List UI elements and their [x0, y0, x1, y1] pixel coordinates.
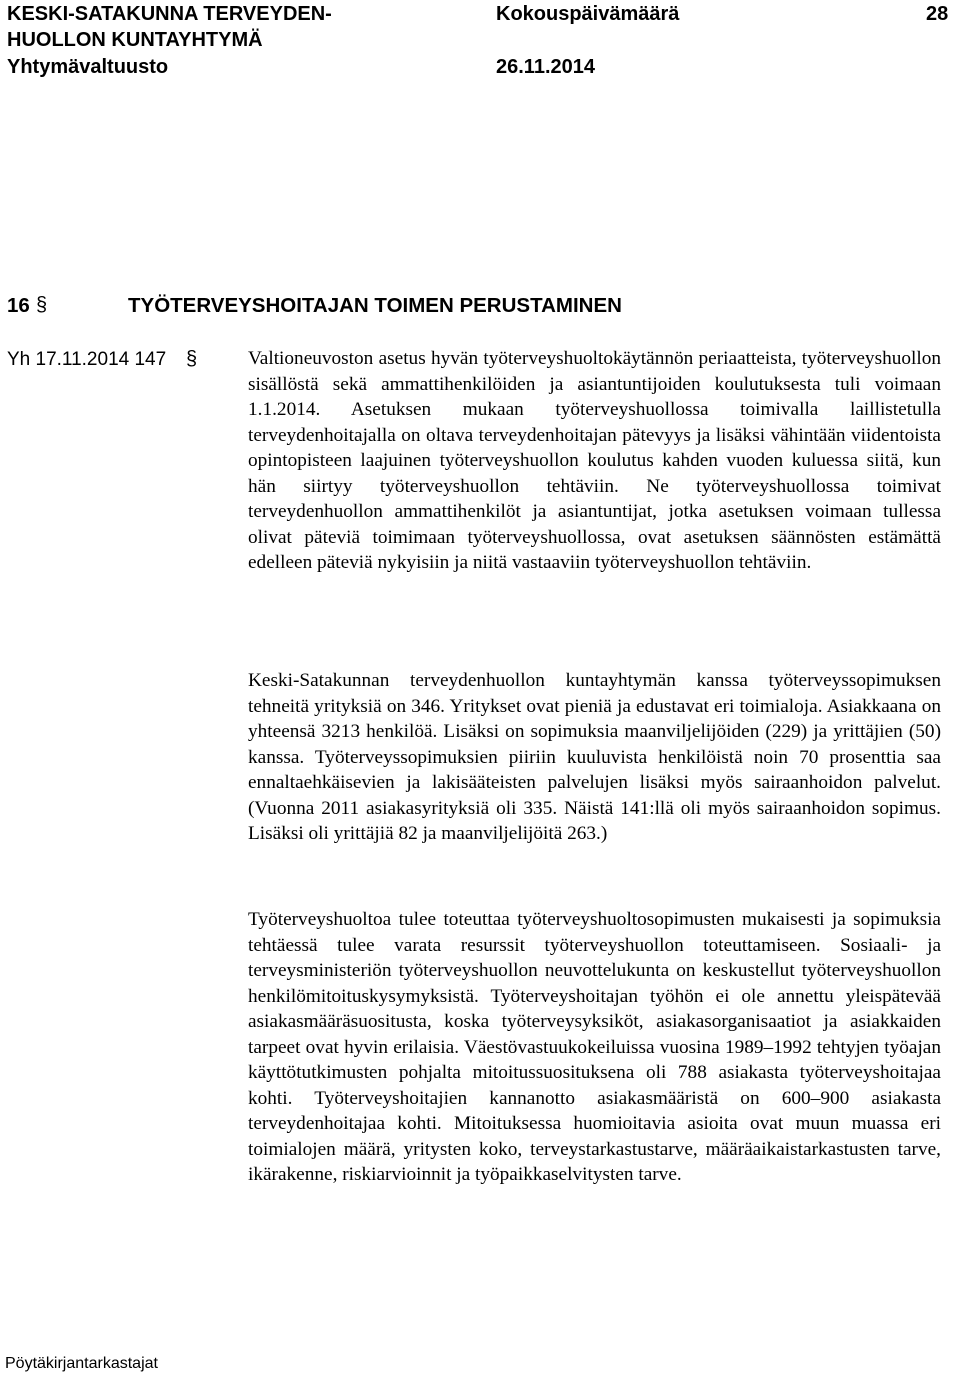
item-number: 16: [7, 294, 30, 317]
reference-section-mark: §: [186, 348, 198, 370]
paragraph-client-companies: Keski-Satakunnan terveydenhuollon kuntayhtymän kanssa työterveyssopimuksen tehneitä yrityksiä on 346. Yritykset ovat pieniä ja edustavat eri toimialoja. Asiakkaana on yhteensä 3213 henkilöä. Lisäksi on sopimuksia maanviljelijöiden (229) ja yrittäjien (50) kanssa. Työterveyssopimuksien piiriin kuuluvista henkilöistä noin 70 prosenttia saa ennaltaehkäisevien ja lakisääteisten palvelujen lisäksi myös sairaanhoidon palvelut. (Vuonna 2011 asiakasyrityksiä oli 335. Näistä 141:llä oli myös sairaanhoidon sopimus. Lisäksi oli yrittäjiä 82 ja maanviljelijöitä 263.): [248, 670, 941, 844]
paragraph-resourcing: Työterveyshuoltoa tulee toteuttaa työterveyshuoltosopimusten mukaisesti ja sopimuksia tehtäessä tulee varata resurssit työterveyshuollon toteuttamiseen. Sosiaali- ja terveysministeriön työterveyshuollon neuvottelukunta on keskustellut työterveyshuollon henkilömitoituskysymyksistä. Työterveyshoitajan työhön ei ole annettu yleispätevää asiakasmääräsuositusta, koska työterveysyksiköt, asiakasorganisaatiot ja asiakkaiden tarpeet ovat hyvin erilaisia. Väestövastuukokeiluissa vuosina 1989–1992 tehtyjen työajan käyttötutkimusten pohjalta mitoitussuosituksena oli 788 asiakasta työterveyshoitajaa kohti. Työterveyshoitajien kannanotto asiakasmääristä on 600–900 asiakasta terveydenhoitajaa kohti. Mitoituksessa huomioitavia asioita ovat muun muassa eri toimialojen määrä, yritysten koko, terveystarkastustarve, määräaikaistarkastusten tarve, ikärakenne, riskiarvioinnit ja työpaikkaselvitysten tarve.: [248, 909, 941, 1185]
organization-name-line1: KESKI-SATAKUNNA TERVEYDEN-: [7, 3, 332, 25]
item-reference: Yh 17.11.2014 147: [7, 349, 167, 370]
meeting-date: 26.11.2014: [496, 56, 595, 78]
meeting-body-name: Yhtymävaltuusto: [7, 56, 169, 78]
organization-name-line2: HUOLLON KUNTAYHTYMÄ: [7, 29, 263, 51]
page-number: 28: [926, 3, 949, 25]
section-mark: §: [36, 294, 48, 316]
paragraph-decree: Valtioneuvoston asetus hyvän työterveyshuoltokäytännön periaatteista, työterveyshuollon sisällöstä sekä ammattihenkilöiden ja asiantuntijoiden koulutuksesta tuli voimaan 1.1.2014. Asetuksen mukaan työterveyshuollossa toimivalla laillistetulla terveydenhoitajalla on oltava terveydenhoitajan pätevyys ja lisäksi vähintään viidentoista opintopisteen laajuinen työterveyshuollon koulutus kahden vuoden kuluessa siitä, kun hän siirtyy työterveyshuollon tehtäviin. Ne työterveyshuollossa toimivat terveydenhuollon ammattihenkilöt ja asiantuntijat, jotka asetuksen voimaan tullessa olivat päteviä toimimaan työterveyshuollossa, ovat asetuksen säännösten estämättä edelleen päteviä nykyisiin ja niitä vastaaviin työterveyshuollon tehtäviin.: [248, 348, 941, 573]
footer-minutes-checkers: Pöytäkirjantarkastajat: [5, 1355, 158, 1372]
meeting-date-label: Kokouspäivämäärä: [496, 3, 680, 25]
item-title: TYÖTERVEYSHOITAJAN TOIMEN PERUSTAMINEN: [128, 294, 622, 317]
